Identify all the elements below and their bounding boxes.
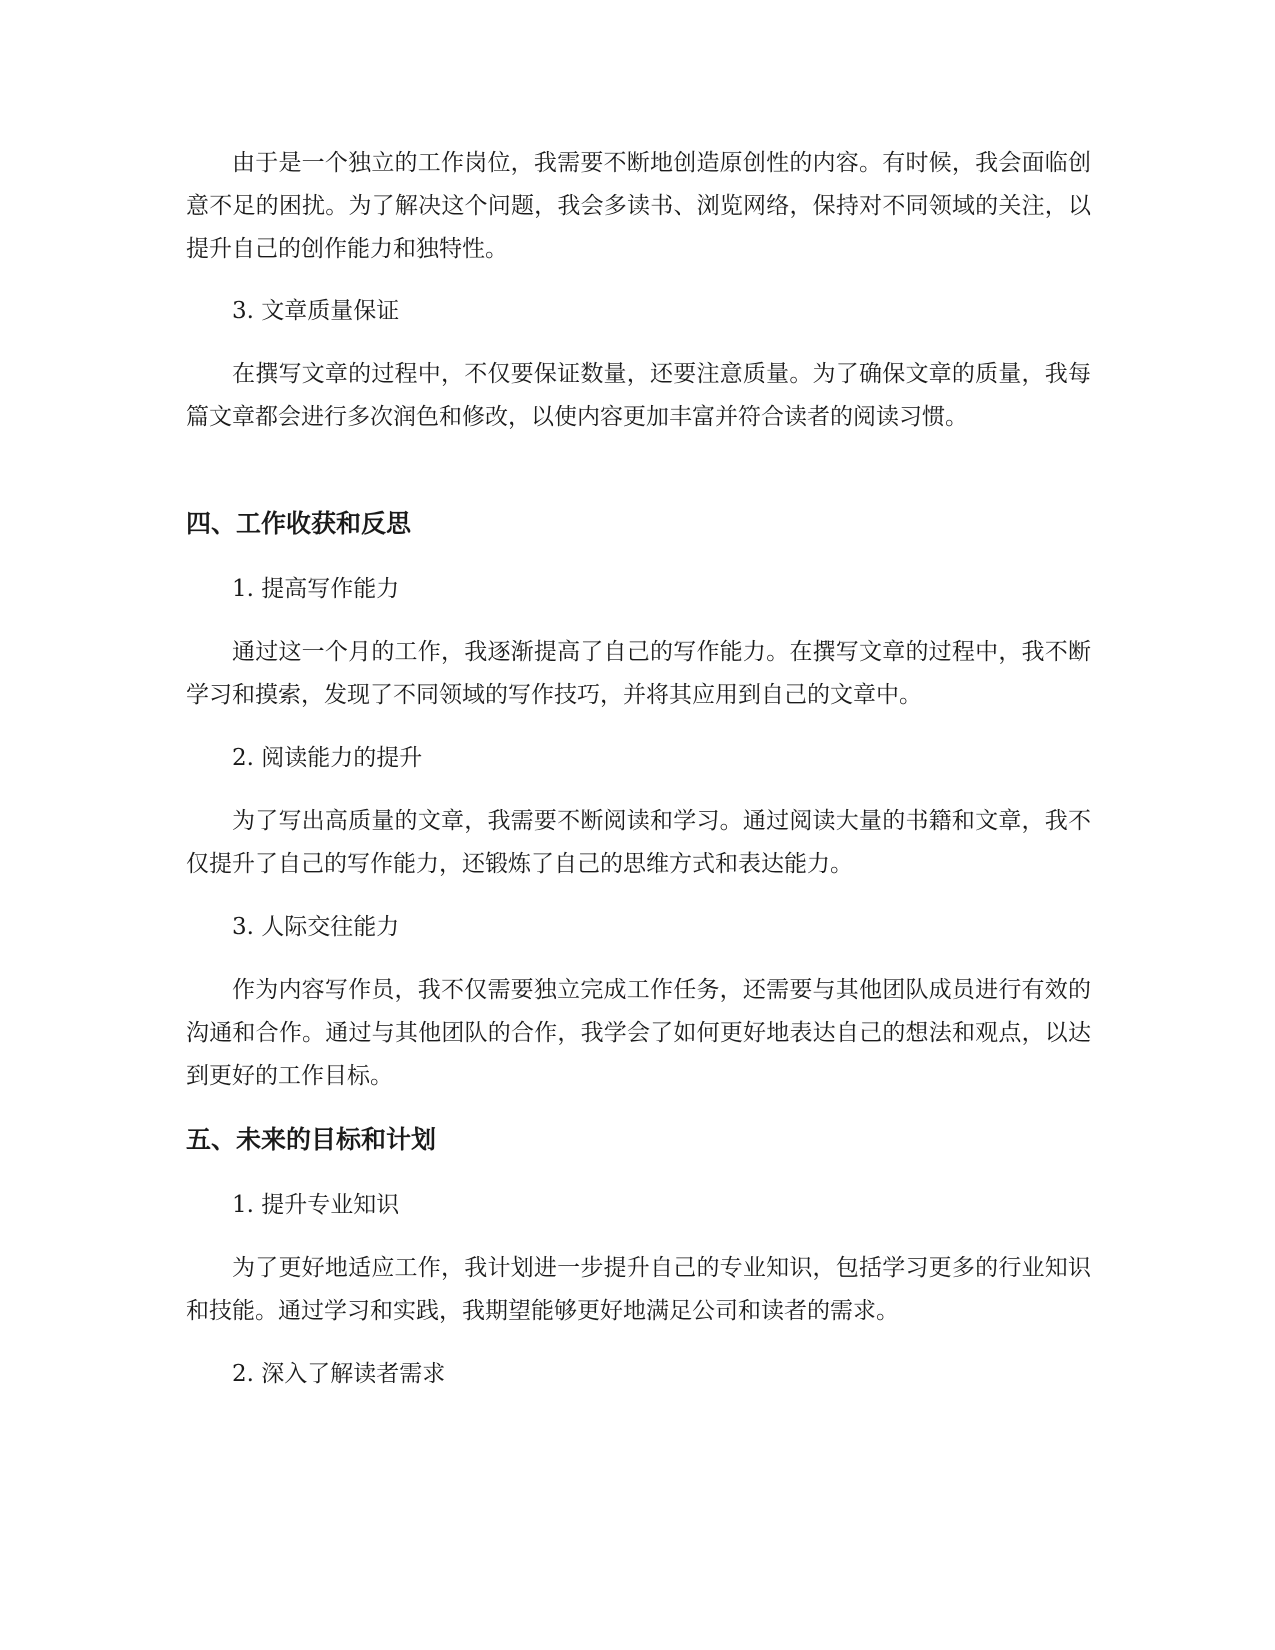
section-heading-future-plans: 五、未来的目标和计划: [186, 1125, 437, 1154]
list-item-article-quality: 3. 文章质量保证: [232, 298, 400, 324]
paragraph-writing-ability: 通过这一个月的工作，我逐渐提高了自己的写作能力。在撰写文章的过程中，我不断学习和摸索，发现了不同领域的写作技巧，并将其应用到自己的文章中。: [186, 639, 1091, 708]
section-heading-gains-reflection: 四、工作收获和反思: [186, 509, 412, 538]
list-item-writing-ability: 1. 提高写作能力: [232, 576, 400, 602]
paragraph-original-content: 由于是一个独立的工作岗位，我需要不断地创造原创性的内容。有时候，我会面临创意不足的困扰。为了解决这个问题，我会多读书、浏览网络，保持对不同领域的关注，以提升自己的创作能力和独特性。: [186, 150, 1091, 262]
list-item-reading-ability: 2. 阅读能力的提升: [232, 745, 423, 771]
paragraph-professional-knowledge: 为了更好地适应工作，我计划进一步提升自己的专业知识，包括学习更多的行业知识和技能。通过学习和实践，我期望能够更好地满足公司和读者的需求。: [186, 1255, 1091, 1324]
paragraph-reading-ability: 为了写出高质量的文章，我需要不断阅读和学习。通过阅读大量的书籍和文章，我不仅提升了自己的写作能力，还锻炼了自己的思维方式和表达能力。: [186, 808, 1091, 877]
list-item-professional-knowledge: 1. 提升专业知识: [232, 1192, 400, 1218]
list-item-reader-needs: 2. 深入了解读者需求: [232, 1361, 446, 1387]
list-item-interpersonal: 3. 人际交往能力: [232, 914, 400, 940]
paragraph-interpersonal: 作为内容写作员，我不仅需要独立完成工作任务，还需要与其他团队成员进行有效的沟通和合作。通过与其他团队的合作，我学会了如何更好地表达自己的想法和观点，以达到更好的工作目标。: [186, 977, 1091, 1089]
paragraph-article-quality: 在撰写文章的过程中，不仅要保证数量，还要注意质量。为了确保文章的质量，我每篇文章都会进行多次润色和修改，以使内容更加丰富并符合读者的阅读习惯。: [186, 361, 1091, 430]
